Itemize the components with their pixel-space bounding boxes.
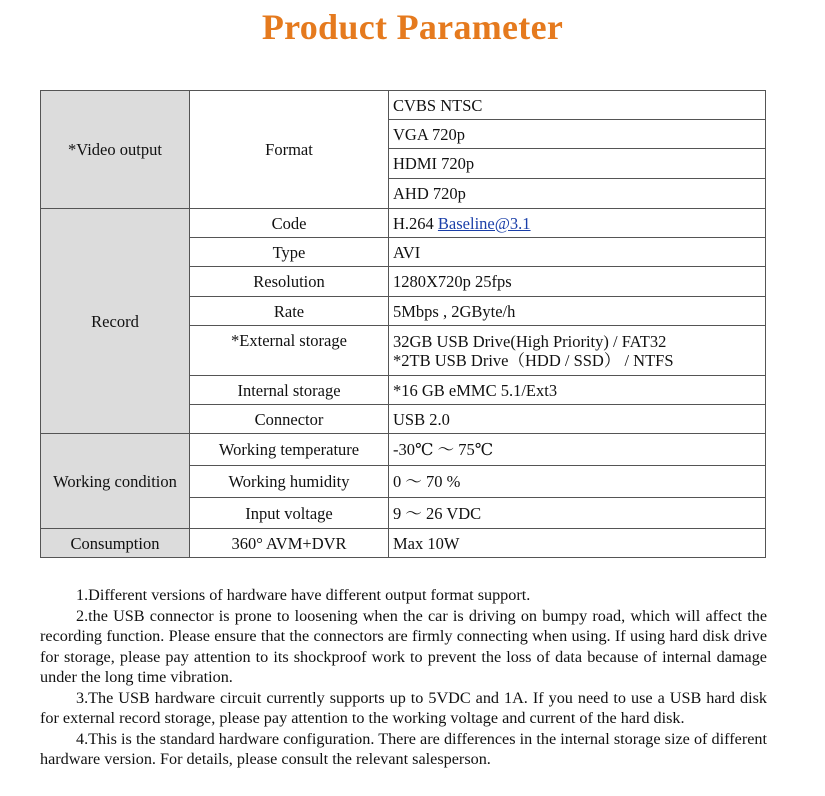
param-rate: Rate bbox=[190, 297, 389, 326]
param-code: Code bbox=[190, 209, 389, 238]
param-working-humidity: Working humidity bbox=[190, 466, 389, 498]
value-working-temperature: -30℃ ～ 75℃ bbox=[389, 434, 766, 466]
param-format: Format bbox=[190, 91, 389, 209]
note-3: 3.The USB hardware circuit currently supports up to 5VDC and 1A. If you need to use a USB hard disk for external record storage, please pay attention to the working voltage and current of the hard disk. bbox=[40, 688, 767, 727]
param-working-temperature: Working temperature bbox=[190, 434, 389, 466]
value-vga: VGA 720p bbox=[389, 120, 766, 149]
value-internal-storage: *16 GB eMMC 5.1/Ext3 bbox=[389, 376, 766, 405]
baseline-link[interactable]: Baseline@3.1 bbox=[437, 213, 531, 233]
value-consumption: Max 10W bbox=[389, 529, 766, 558]
param-internal-storage: Internal storage bbox=[190, 376, 389, 405]
param-input-voltage: Input voltage bbox=[190, 498, 389, 529]
value-cvbs: CVBS NTSC bbox=[389, 91, 766, 120]
value-working-humidity: 0 ～ 70 % bbox=[389, 466, 766, 498]
param-external-storage: *External storage bbox=[190, 326, 389, 376]
param-connector: Connector bbox=[190, 405, 389, 434]
notes-section bbox=[40, 585, 767, 770]
note-4: 4.This is the standard hardware configuration. There are differences in the internal storage size of different hardware version. For details, please consult the relevant salesperson. bbox=[40, 729, 767, 768]
category-record: Record bbox=[41, 209, 190, 434]
value-type: AVI bbox=[389, 238, 766, 267]
param-type: Type bbox=[190, 238, 389, 267]
value-hdmi: HDMI 720p bbox=[389, 149, 766, 179]
category-video-output: *Video output bbox=[41, 91, 190, 209]
category-consumption: Consumption bbox=[41, 529, 190, 558]
value-input-voltage: 9 ～ 26 VDC bbox=[389, 498, 766, 529]
table-row bbox=[41, 434, 766, 466]
page-title: Product Parameter bbox=[261, 7, 564, 47]
value-code bbox=[389, 209, 766, 238]
value-ahd: AHD 720p bbox=[389, 179, 766, 209]
parameter-table bbox=[40, 90, 766, 558]
value-external-storage bbox=[389, 326, 766, 376]
note-1: 1.Different versions of hardware have different output format support. bbox=[76, 586, 531, 604]
note-2: 2.the USB connector is prone to loosening when the car is driving on bumpy road, which will affect the recording function. Please ensure that the connectors are firmly connecting when using. If using hard disk drive for storage, please pay attention to its shockproof work to prevent the loss of data because of internal damage under the long time vibration. bbox=[40, 606, 767, 686]
external-storage-line-1: 32GB USB Drive(High Priority) / FAT32 bbox=[393, 331, 667, 351]
param-avm-dvr: 360° AVM+DVR bbox=[190, 529, 389, 558]
category-working-condition: Working condition bbox=[41, 434, 190, 529]
value-rate: 5Mbps , 2GByte/h bbox=[389, 297, 766, 326]
param-resolution: Resolution bbox=[190, 267, 389, 297]
value-connector: USB 2.0 bbox=[389, 405, 766, 434]
table-row bbox=[41, 209, 766, 238]
value-code-prefix: H.264 bbox=[393, 213, 438, 233]
table-row bbox=[41, 529, 766, 558]
table-row bbox=[41, 91, 766, 120]
external-storage-line-2: *2TB USB Drive（HDD / SSD） / NTFS bbox=[393, 350, 674, 370]
value-resolution: 1280X720p 25fps bbox=[389, 267, 766, 297]
